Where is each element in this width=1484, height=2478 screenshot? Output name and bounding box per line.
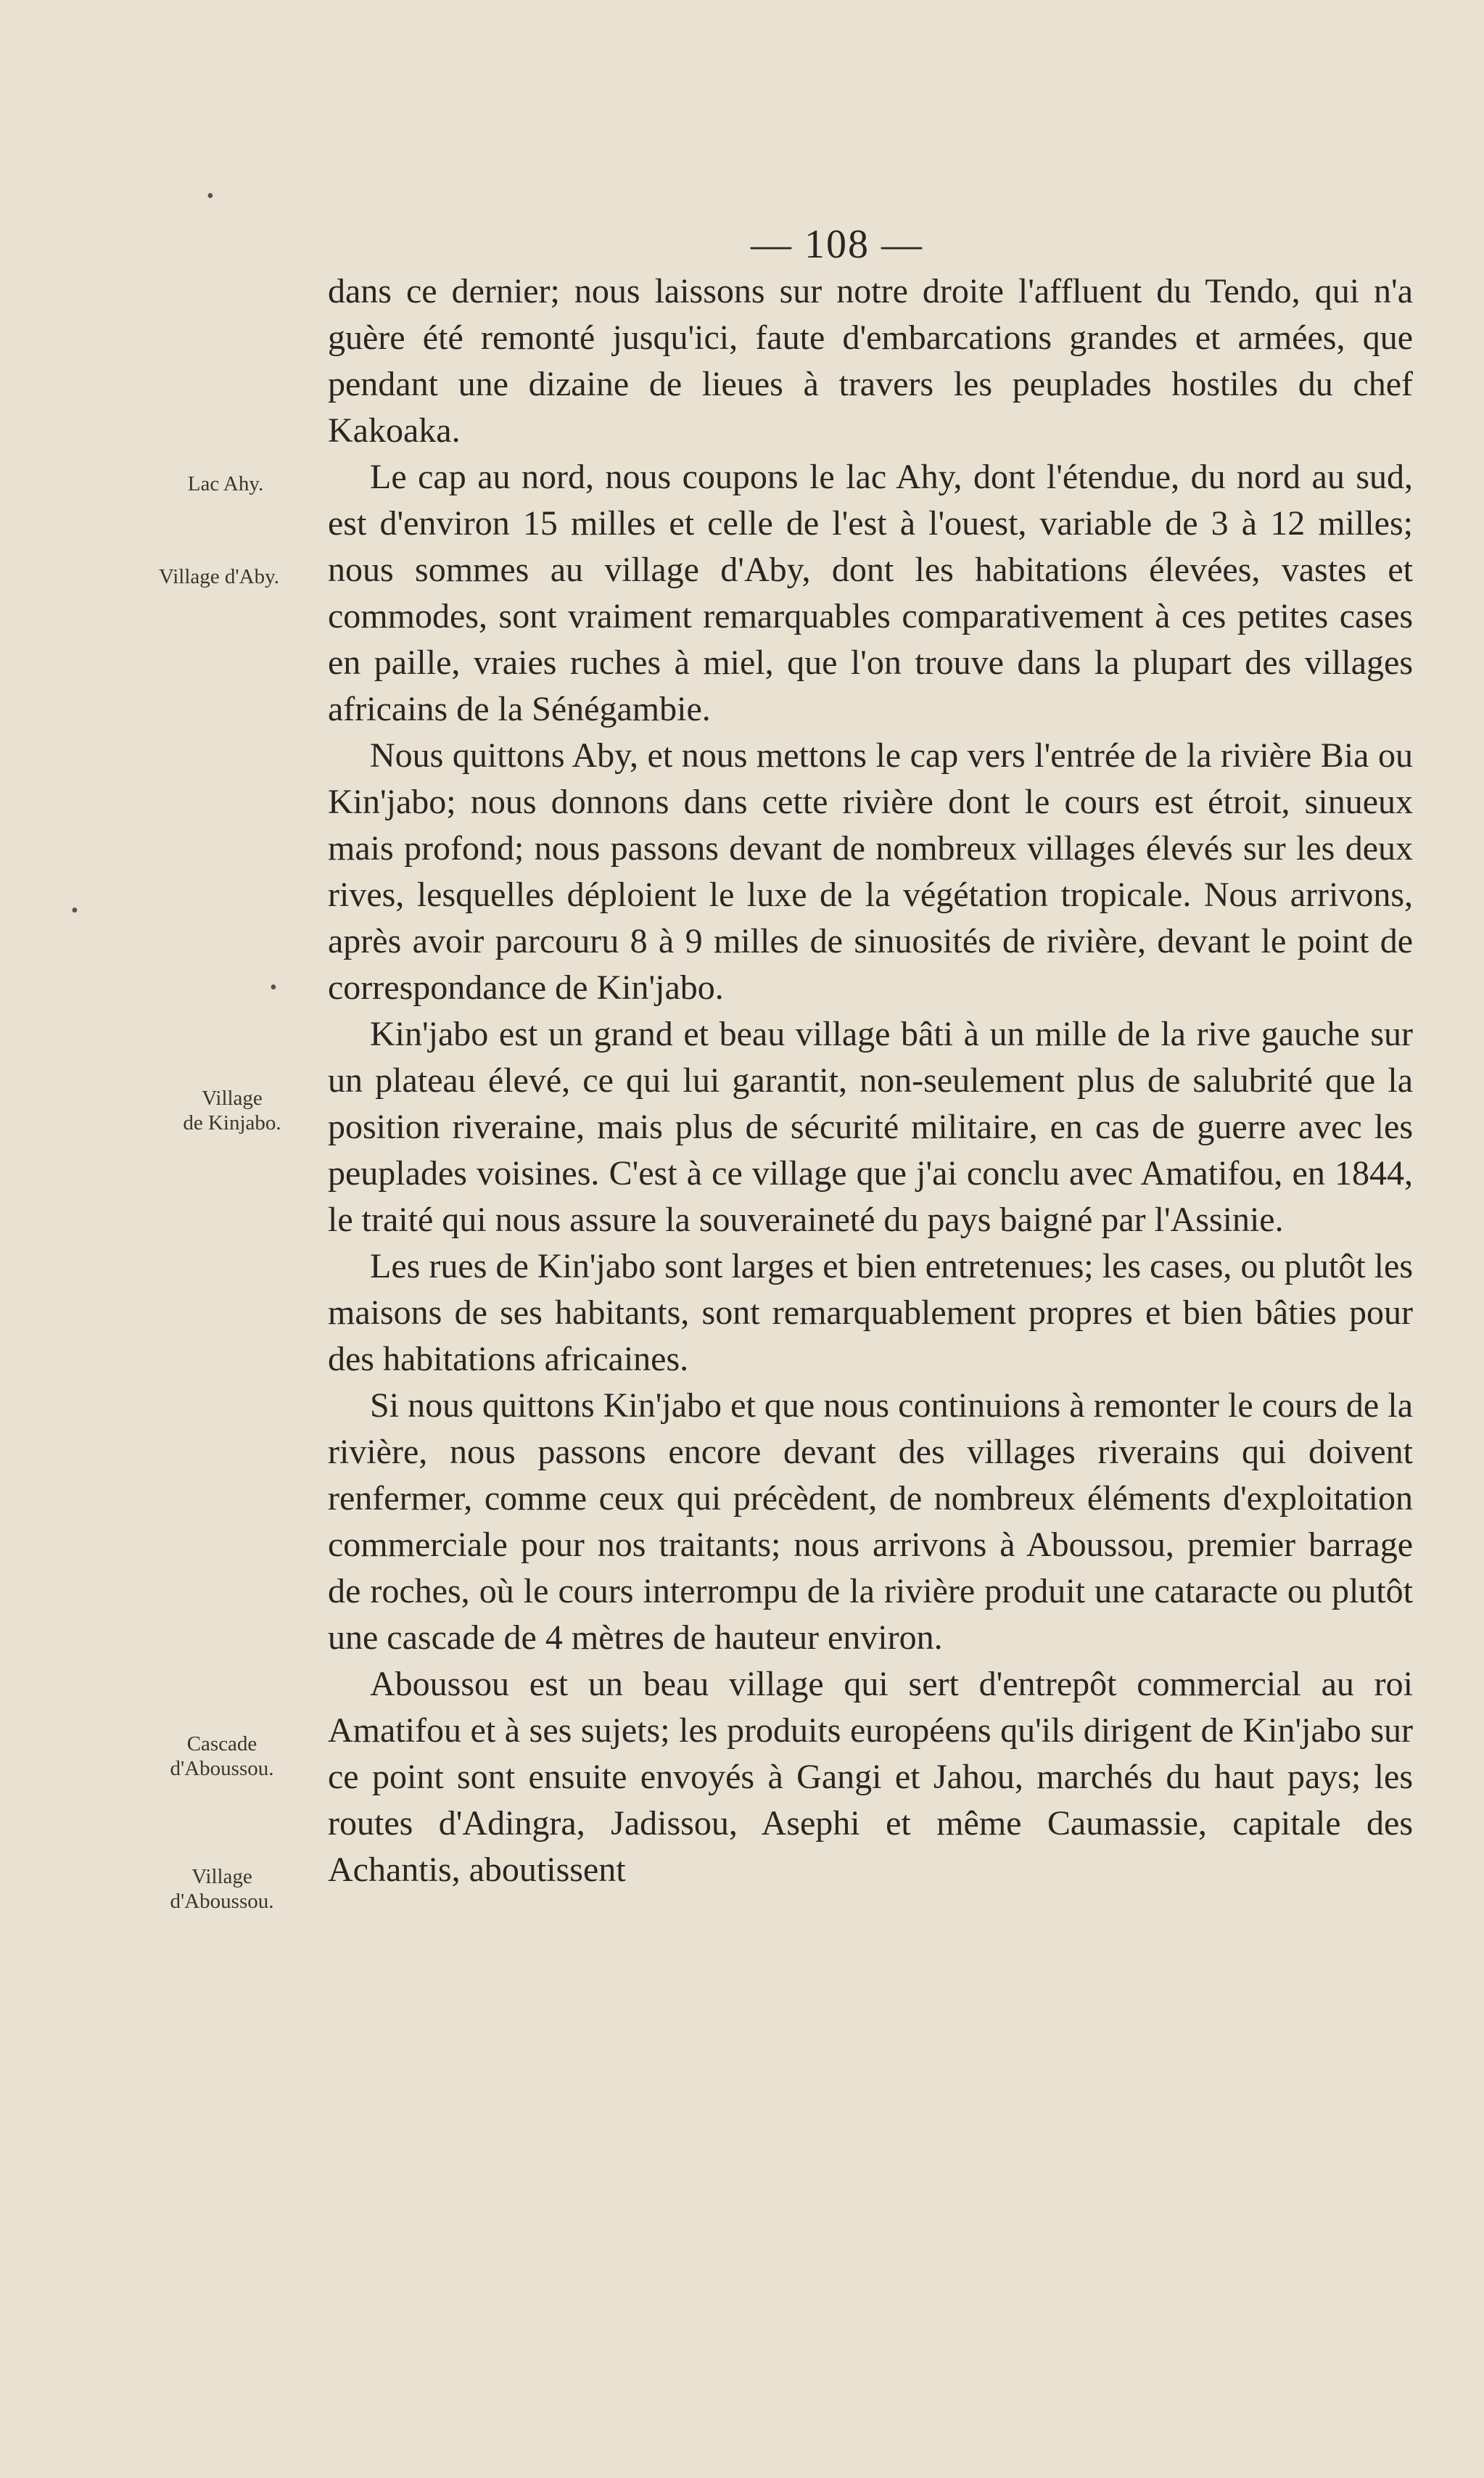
margin-note-lac-aby	[164, 472, 287, 496]
paragraph: Si nous quittons Kin'jabo et que nous continuions à remonter le cours de la rivière, nous passons encore devant des villages riverains qui doivent renfermer, comme ceux qui précèdent, de nombreux éléments d'exploitation commerciale pour nos traitants; nous arrivons à Aboussou, premier barrage de roches, où le cours interrompu de la rivière produit une cataracte ou plutôt une cascade de 4 mètres de hauteur environ.	[328, 1386, 1413, 1657]
paragraph: Kin'jabo est un grand et beau village bâti à un mille de la rive gauche sur un plateau élevé, ce qui lui garantit, non-seulement plus de salubrité que la position riveraine, mais plus de sécurité militaire, en cas de guerre avec les peuplades voisines. C'est à ce village que j'ai conclu avec Amatifou, en 1844, le traité qui nous assure la souveraineté du pays baigné par l'Assinie.	[328, 1015, 1413, 1239]
body-text	[328, 268, 1413, 1893]
margin-note-line: Cascade	[186, 1732, 257, 1755]
speck-mark: •	[71, 900, 78, 922]
margin-note-line: Village d'Aby.	[159, 565, 279, 588]
paragraph: Le cap au nord, nous coupons le lac Ahy, dont l'étendue, du nord au sud, est d'environ 15 milles et celle de l'est à l'ouest, variable de 3 à 12 milles; nous sommes au village d'Aby, dont les habitations élevées, vastes et commodes, sont vraiment remarquables comparativement à ces petites cases en paille, vraies ruches à miel, que l'on trouve dans la plupart des villages africains de la Sénégambie.	[328, 458, 1413, 728]
margin-note-line: Lac Ahy.	[187, 472, 264, 495]
margin-note-village-aboussou	[142, 1864, 302, 1914]
margin-note-cascade-aboussou	[142, 1732, 302, 1781]
paragraph: Aboussou est un beau village qui sert d'entrepôt commercial au roi Amatifou et à ses sujets; les produits européens qu'ils dirigent de Kin'jabo sur ce point sont ensuite envoyés à Gangi et Jahou, marchés du haut pays; les routes d'Adingra, Jadissou, Asephi et même Caumassie, capitale des Achantis, aboutissent	[328, 1665, 1413, 1889]
margin-note-line: d'Aboussou.	[170, 1757, 274, 1780]
paragraph: dans ce dernier; nous laissons sur notre droite l'affluent du Tendo, qui n'a guère été remonté jusqu'ici, faute d'embarcations grandes et armées, que pendant une dizaine de lieues à travers les peuplades hostiles du chef Kakoaka.	[328, 272, 1413, 450]
speck-mark: •	[207, 185, 214, 207]
speck-mark: •	[270, 976, 277, 999]
page-number: — 108 —	[751, 222, 923, 267]
margin-note-line: Village	[202, 1087, 263, 1110]
margin-note-village-kinjabo	[160, 1086, 305, 1135]
margin-note-line: d'Aboussou.	[170, 1890, 274, 1913]
paragraph: Nous quittons Aby, et nous mettons le cap vers l'entrée de la rivière Bia ou Kin'jabo; nous donnons dans cette rivière dont le cours est étroit, sinueux mais profond; nous passons devant de nombreux villages élevés sur les deux rives, lesquelles déploient le luxe de la végétation tropicale. Nous arrivons, après avoir parcouru 8 à 9 milles de sinuosités de rivière, devant le point de correspondance de Kin'jabo.	[328, 736, 1413, 1007]
margin-note-line: Village	[191, 1865, 252, 1888]
margin-note-line: de Kinjabo.	[183, 1111, 281, 1135]
paragraph: Les rues de Kin'jabo sont larges et bien entretenues; les cases, ou plutôt les maisons de ses habitants, sont remarquablement propres et bien bâties pour des habitations africaines.	[328, 1247, 1413, 1378]
margin-note-village-aby	[132, 564, 306, 589]
